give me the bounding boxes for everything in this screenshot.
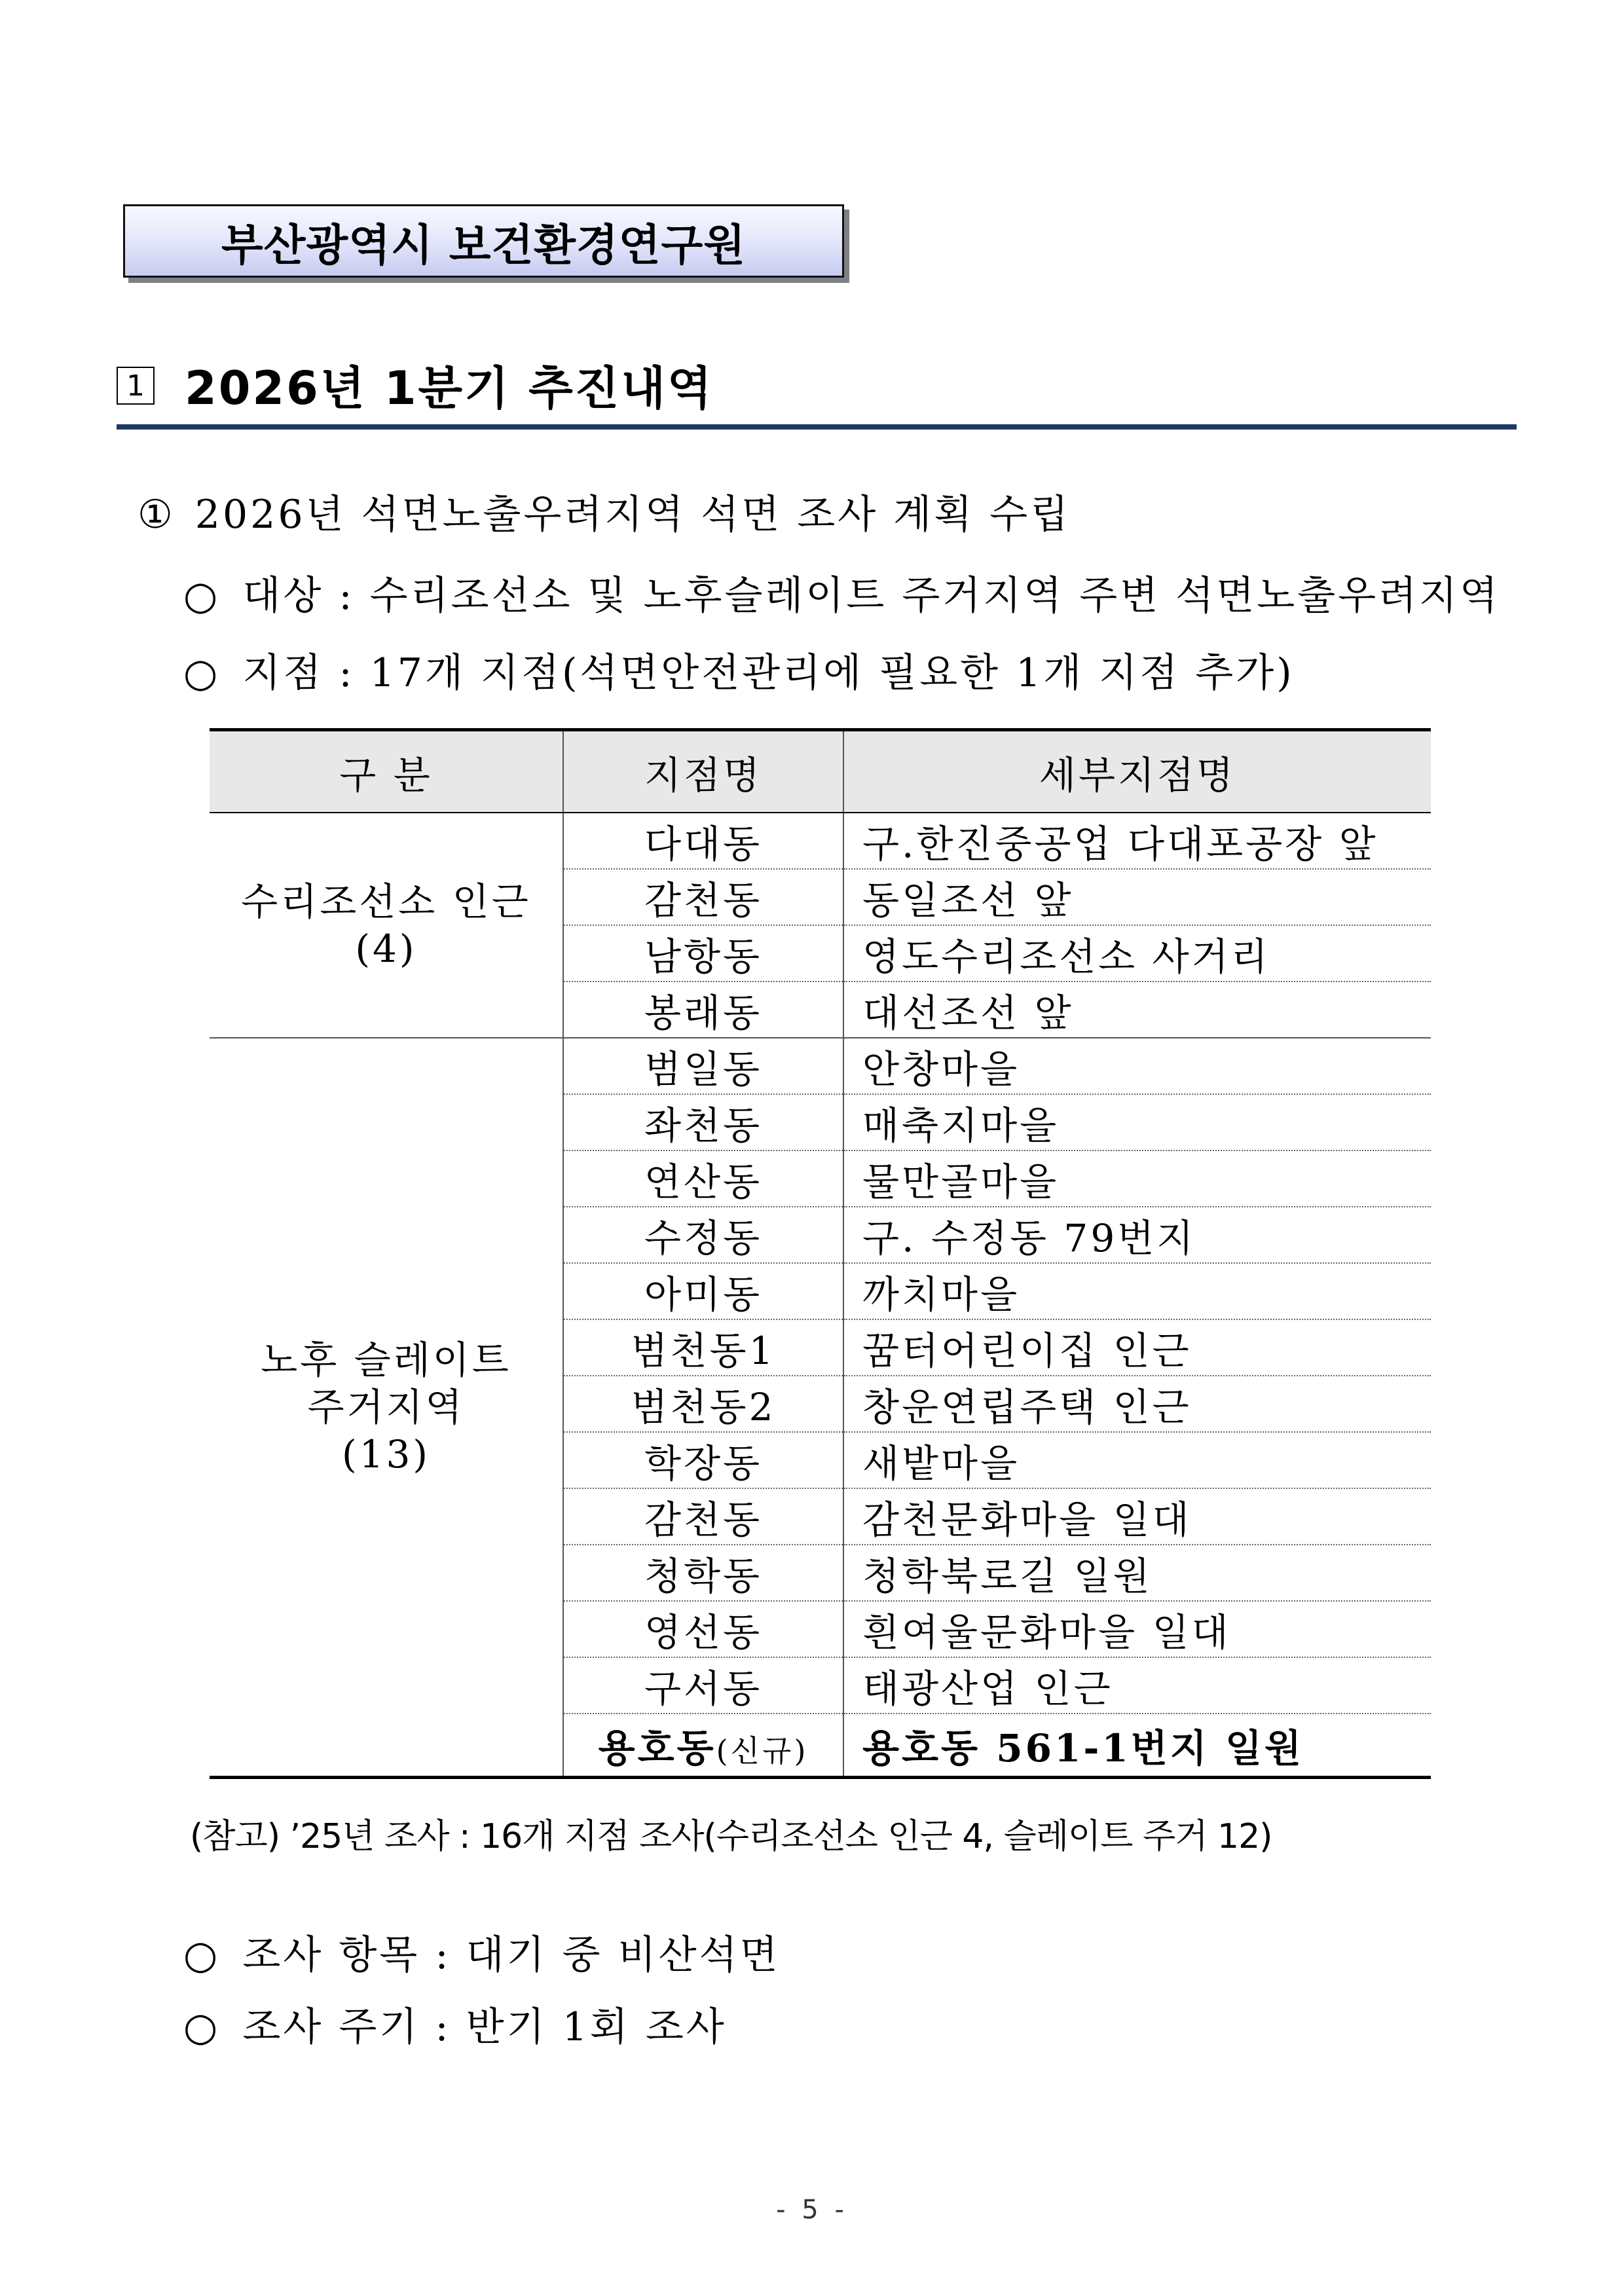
bullet-icon: ○ bbox=[183, 1932, 221, 1978]
bullet-survey-cycle bbox=[183, 1996, 727, 2052]
table-row bbox=[210, 1038, 1431, 1094]
bullet-icon: ○ bbox=[183, 650, 221, 696]
bullet-survey-items bbox=[183, 1924, 781, 1980]
bullet-text: 지점 : 17개 지점(석면안전관리에 필요한 1개 지점 추가) bbox=[242, 650, 1295, 696]
bullet-text: 대상 : 수리조선소 및 노후슬레이트 주거지역 주변 석면노출우려지역 bbox=[242, 573, 1500, 619]
site-name: 감천동 bbox=[563, 1488, 843, 1545]
bullet-sites bbox=[183, 642, 1295, 698]
site-detail: 감천문화마을 일대 bbox=[843, 1488, 1431, 1545]
site-detail: 안창마을 bbox=[843, 1038, 1431, 1094]
site-name: 수정동 bbox=[563, 1207, 843, 1263]
site-name: 청학동 bbox=[563, 1545, 843, 1601]
site-detail: 창운연립주택 인근 bbox=[843, 1376, 1431, 1432]
site-name: 다대동 bbox=[563, 813, 843, 869]
site-detail: 구. 수정동 79번지 bbox=[843, 1207, 1431, 1263]
bullet-icon: ○ bbox=[183, 2004, 221, 2050]
bullet-text: 조사 주기 : 반기 1회 조사 bbox=[242, 2004, 727, 2050]
reference-note: (참고) ’25년 조사 : 16개 지점 조사(수리조선소 인근 4, 슬레이트 주거 12) bbox=[190, 1817, 1272, 1856]
bullet-text: 조사 항목 : 대기 중 비산석면 bbox=[242, 1932, 781, 1978]
group-label-shipyard bbox=[210, 813, 563, 1038]
site-name: 봉래동 bbox=[563, 982, 843, 1038]
site-name: 남항동 bbox=[563, 925, 843, 982]
new-site-tag: (신규) bbox=[716, 1733, 809, 1769]
site-detail: 태광산업 인근 bbox=[843, 1657, 1431, 1714]
site-name: 아미동 bbox=[563, 1263, 843, 1319]
site-detail: 구.한진중공업 다대포공장 앞 bbox=[843, 813, 1431, 869]
group-label-line: 노후 슬레이트 bbox=[261, 1338, 511, 1382]
site-name: 범일동 bbox=[563, 1038, 843, 1094]
site-detail: 꿈터어린이집 인근 bbox=[843, 1319, 1431, 1376]
section-divider bbox=[117, 424, 1517, 430]
site-name-new bbox=[563, 1714, 843, 1778]
item-heading bbox=[138, 483, 1071, 540]
survey-sites-table bbox=[210, 728, 1431, 1779]
group-label-line: (13) bbox=[341, 1432, 431, 1477]
site-detail: 용호동 561-1번지 일원 bbox=[843, 1714, 1431, 1778]
bullet-icon: ○ bbox=[183, 573, 221, 619]
site-name: 범천동2 bbox=[563, 1376, 843, 1432]
site-detail: 물만골마을 bbox=[843, 1150, 1431, 1207]
item-marker: ① bbox=[138, 492, 175, 538]
section-heading bbox=[117, 348, 714, 420]
header-site-detail: 세부지점명 bbox=[843, 730, 1431, 813]
site-name: 범천동1 bbox=[563, 1319, 843, 1376]
site-detail: 청학북로길 일원 bbox=[843, 1545, 1431, 1601]
page-number: - 5 - bbox=[776, 2195, 848, 2225]
site-detail: 새밭마을 bbox=[843, 1432, 1431, 1488]
group-label-slate-housing bbox=[210, 1038, 563, 1778]
site-name: 좌천동 bbox=[563, 1094, 843, 1150]
group-label-line: (4) bbox=[355, 927, 417, 971]
section-number-box: 1 bbox=[117, 367, 155, 405]
header-site-name: 지점명 bbox=[563, 730, 843, 813]
table-row bbox=[210, 813, 1431, 869]
table-header-row bbox=[210, 730, 1431, 813]
site-detail: 영도수리조선소 사거리 bbox=[843, 925, 1431, 982]
site-name: 영선동 bbox=[563, 1601, 843, 1657]
site-name: 구서동 bbox=[563, 1657, 843, 1714]
site-name: 용호동 bbox=[598, 1726, 716, 1771]
site-detail: 흰여울문화마을 일대 bbox=[843, 1601, 1431, 1657]
org-title-box bbox=[123, 204, 844, 278]
item-title: 2026년 석면노출우려지역 석면 조사 계획 수립 bbox=[194, 492, 1071, 538]
group-label-line: 주거지역 bbox=[307, 1385, 465, 1429]
site-name: 학장동 bbox=[563, 1432, 843, 1488]
site-detail: 대선조선 앞 bbox=[843, 982, 1431, 1038]
group-label-line: 수리조선소 인근 bbox=[241, 879, 531, 924]
site-name: 감천동 bbox=[563, 869, 843, 925]
section-title: 2026년 1분기 추진내역 bbox=[185, 361, 714, 415]
site-detail: 동일조선 앞 bbox=[843, 869, 1431, 925]
site-detail: 매축지마을 bbox=[843, 1094, 1431, 1150]
site-name: 연산동 bbox=[563, 1150, 843, 1207]
site-detail: 까치마을 bbox=[843, 1263, 1431, 1319]
bullet-target bbox=[183, 564, 1500, 621]
header-category: 구 분 bbox=[210, 730, 563, 813]
org-title: 부산광역시 보건환경연구원 bbox=[221, 219, 747, 270]
